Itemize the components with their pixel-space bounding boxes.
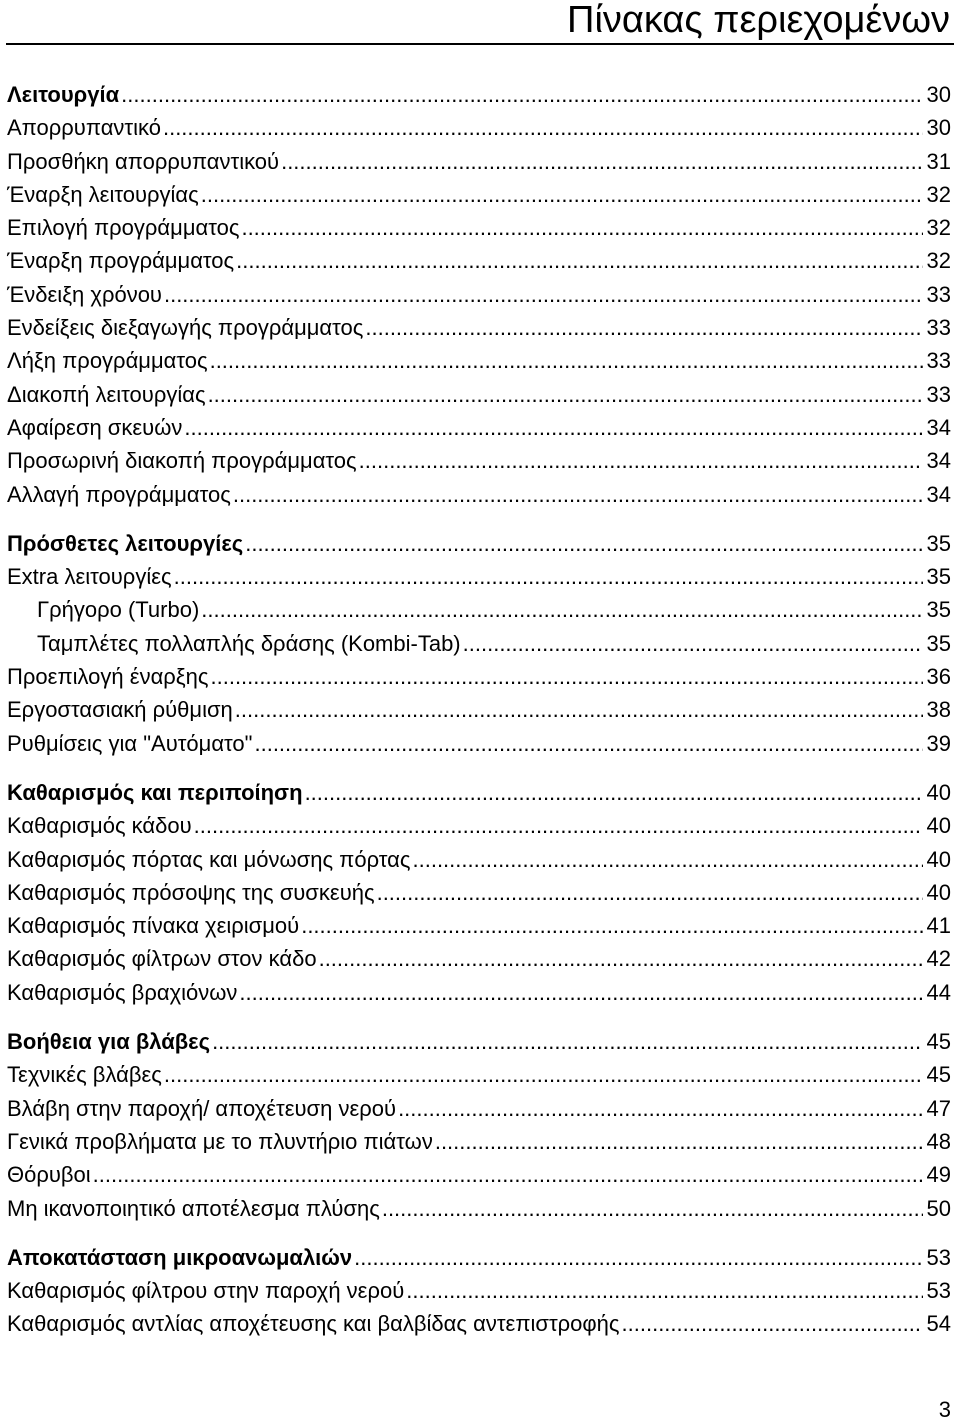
dot-leader	[365, 311, 922, 344]
dot-leader	[435, 1125, 923, 1158]
toc-entry-label: Απορρυπαντικό	[7, 115, 161, 141]
toc-entry-page: 54	[926, 1311, 951, 1337]
toc-entry[interactable]	[7, 178, 951, 211]
toc-entry[interactable]	[7, 411, 951, 444]
toc-entry-label: Τεχνικές βλάβες	[7, 1062, 162, 1088]
dot-leader	[406, 1274, 922, 1307]
toc-entry[interactable]	[7, 593, 951, 626]
toc-entry-label: Επιλογή προγράμματος	[7, 215, 240, 241]
toc-entry-label: Καθαρισμός αντλίας αποχέτευσης και βαλβίδας αντεπιστροφής	[7, 1311, 620, 1337]
toc-entry[interactable]	[7, 560, 951, 593]
toc-entry-page: 35	[926, 597, 951, 623]
toc-entry-page: 44	[926, 979, 951, 1005]
toc-entry-label: Καθαρισμός κάδου	[7, 813, 192, 839]
dot-leader	[163, 111, 923, 144]
toc-entry-label: Λειτουργία	[7, 82, 120, 107]
toc-entry[interactable]	[7, 1092, 951, 1125]
toc-section-heading[interactable]	[7, 527, 951, 560]
dot-leader	[184, 411, 922, 444]
toc-entry-page: 32	[926, 181, 951, 207]
dot-leader	[359, 444, 923, 477]
toc-entry-page: 49	[926, 1162, 951, 1188]
toc-entry[interactable]	[7, 1158, 951, 1191]
toc-entry-label: Αποκατάσταση μικροανωμαλιών	[7, 1244, 353, 1270]
toc-entry-page: 39	[926, 730, 951, 756]
dot-leader	[281, 145, 922, 178]
toc-entry[interactable]	[7, 843, 951, 876]
toc-entry-page: 38	[926, 697, 951, 723]
toc-entry-label: Γενικά προβλήματα με το πλυντήριο πιάτων	[7, 1128, 433, 1154]
toc-entry-page: 31	[926, 148, 951, 174]
toc-entry-page: 33	[926, 348, 951, 374]
dot-leader	[210, 344, 923, 377]
toc-entry-label: Προσθήκη απορρυπαντικού	[7, 148, 280, 174]
dot-leader	[121, 78, 922, 111]
toc-entry-label: Αλλαγή προγράμματος	[7, 481, 231, 507]
dot-leader	[622, 1307, 923, 1340]
dot-leader	[233, 478, 923, 511]
toc-entry-label: Extra λειτουργίες	[7, 564, 172, 590]
toc-entry[interactable]	[7, 111, 951, 144]
dot-leader	[354, 1241, 922, 1274]
toc-entry[interactable]	[7, 1274, 951, 1307]
toc-entry[interactable]	[7, 378, 951, 411]
dot-leader	[319, 942, 923, 975]
table-of-contents	[7, 78, 951, 1341]
toc-entry-label: Προεπιλογή έναρξης	[7, 664, 209, 690]
dot-leader	[377, 876, 923, 909]
toc-entry[interactable]	[7, 693, 951, 726]
toc-entry-page: 53	[926, 1244, 951, 1270]
dot-leader	[93, 1158, 923, 1191]
toc-entry-page: 48	[926, 1128, 951, 1154]
toc-entry-label: Διακοπή λειτουργίας	[7, 381, 206, 407]
toc-entry-page: 35	[926, 530, 951, 556]
toc-entry-label: Βλάβη στην παροχή/ αποχέτευση νερού	[7, 1095, 397, 1121]
toc-entry-label: Καθαρισμός πόρτας και μόνωσης πόρτας	[7, 846, 411, 872]
toc-entry-label: Καθαρισμός φίλτρων στον κάδο	[7, 946, 317, 972]
dot-leader	[245, 527, 922, 560]
toc-entry[interactable]	[7, 1125, 951, 1158]
toc-section-heading[interactable]	[7, 1241, 951, 1274]
toc-entry[interactable]	[7, 876, 951, 909]
toc-entry-label: Προσωρινή διακοπή προγράμματος	[7, 448, 357, 474]
toc-entry[interactable]	[7, 942, 951, 975]
toc-entry[interactable]	[7, 727, 951, 760]
dot-leader	[413, 843, 923, 876]
dot-leader	[164, 1058, 923, 1091]
toc-entry[interactable]	[7, 1058, 951, 1091]
page-title: Πίνακας περιεχομένων	[567, 0, 950, 41]
dot-leader	[174, 560, 923, 593]
toc-entry[interactable]	[7, 278, 951, 311]
toc-entry-label: Καθαρισμός βραχιόνων	[7, 979, 238, 1005]
toc-entry[interactable]	[7, 145, 951, 178]
toc-entry-page: 34	[926, 481, 951, 507]
toc-entry-page: 34	[926, 448, 951, 474]
dot-leader	[301, 909, 922, 942]
dot-leader	[208, 378, 923, 411]
toc-entry-label: Καθαρισμός φίλτρου στην παροχή νερού	[7, 1278, 405, 1304]
toc-entry-page: 36	[926, 664, 951, 690]
title-divider	[6, 43, 954, 45]
toc-entry-label: Ρυθμίσεις για "Αυτόματο"	[7, 730, 253, 756]
dot-leader	[463, 627, 923, 660]
toc-entry-label: Ένδειξη χρόνου	[7, 281, 162, 307]
toc-entry[interactable]	[7, 244, 951, 277]
toc-entry-page: 45	[926, 1029, 951, 1055]
toc-entry-label: Εργοστασιακή ρύθμιση	[7, 697, 233, 723]
toc-section-heading[interactable]	[7, 776, 951, 809]
dot-leader	[194, 809, 923, 842]
toc-entry-page: 41	[926, 913, 951, 939]
toc-entry-page: 35	[926, 564, 951, 590]
toc-entry-page: 40	[926, 879, 951, 905]
page-number: 3	[938, 1397, 951, 1422]
toc-entry-label: Πρόσθετες λειτουργίες	[7, 530, 244, 556]
toc-entry-page: 40	[926, 846, 951, 872]
toc-entry[interactable]	[7, 478, 951, 511]
toc-entry-page: 35	[926, 630, 951, 656]
toc-entry[interactable]	[7, 444, 951, 477]
dot-leader	[382, 1192, 923, 1225]
dot-leader	[201, 178, 923, 211]
dot-leader	[305, 776, 923, 809]
toc-entry-page: 40	[926, 779, 951, 805]
toc-entry-page: 50	[926, 1195, 951, 1221]
dot-leader	[239, 976, 922, 1009]
toc-section-heading[interactable]	[7, 1025, 951, 1058]
toc-entry-label: Καθαρισμός πρόσοψης της συσκευής	[7, 879, 375, 905]
toc-entry-label: Βοήθεια για βλάβες	[7, 1029, 211, 1055]
toc-entry-label: Λήξη προγράμματος	[7, 348, 208, 374]
dot-leader	[254, 727, 922, 760]
toc-entry-label: Έναρξη προγράμματος	[7, 248, 235, 274]
toc-entry[interactable]	[7, 344, 951, 377]
dot-leader	[235, 693, 923, 726]
toc-section-heading[interactable]	[7, 78, 951, 111]
toc-entry-label: Ταμπλέτες πολλαπλής δράσης (Kombi-Tab)	[37, 630, 461, 656]
dot-leader	[201, 593, 922, 626]
dot-leader	[212, 1025, 922, 1058]
toc-entry-page: 53	[926, 1278, 951, 1304]
toc-entry-label: Έναρξη λειτουργίας	[7, 181, 199, 207]
dot-leader	[164, 278, 923, 311]
toc-entry-page: 40	[926, 813, 951, 839]
toc-entry-page: 34	[926, 414, 951, 440]
toc-entry-page: 42	[926, 946, 951, 972]
toc-entry[interactable]	[7, 627, 951, 660]
toc-entry-page: 30	[926, 82, 951, 107]
toc-entry[interactable]	[7, 660, 951, 693]
dot-leader	[211, 660, 923, 693]
toc-entry-label: Μη ικανοποιητικό αποτέλεσμα πλύσης	[7, 1195, 380, 1221]
toc-entry-page: 33	[926, 281, 951, 307]
toc-entry-page: 45	[926, 1062, 951, 1088]
toc-entry-page: 32	[926, 248, 951, 274]
toc-entry[interactable]	[7, 1307, 951, 1340]
toc-entry-label: Καθαρισμός πίνακα χειρισμού	[7, 913, 300, 939]
toc-entry-page: 33	[926, 381, 951, 407]
toc-entry-page: 30	[926, 115, 951, 141]
toc-entry-label: Καθαρισμός και περιποίηση	[7, 779, 303, 805]
toc-entry[interactable]	[7, 809, 951, 842]
toc-entry-page: 47	[926, 1095, 951, 1121]
dot-leader	[398, 1092, 922, 1125]
toc-entry-page: 32	[926, 215, 951, 241]
toc-entry[interactable]	[7, 976, 951, 1009]
toc-entry[interactable]	[7, 1192, 951, 1225]
toc-entry-label: Θόρυβοι	[7, 1162, 91, 1188]
toc-entry[interactable]	[7, 311, 951, 344]
toc-entry-label: Αφαίρεση σκευών	[7, 414, 183, 440]
toc-entry[interactable]	[7, 211, 951, 244]
toc-entry-label: Ενδείξεις διεξαγωγής προγράμματος	[7, 315, 364, 341]
toc-entry[interactable]	[7, 909, 951, 942]
toc-entry-label: Γρήγορο (Turbo)	[37, 597, 200, 623]
dot-leader	[241, 211, 922, 244]
toc-entry-page: 33	[926, 315, 951, 341]
dot-leader	[236, 244, 922, 277]
